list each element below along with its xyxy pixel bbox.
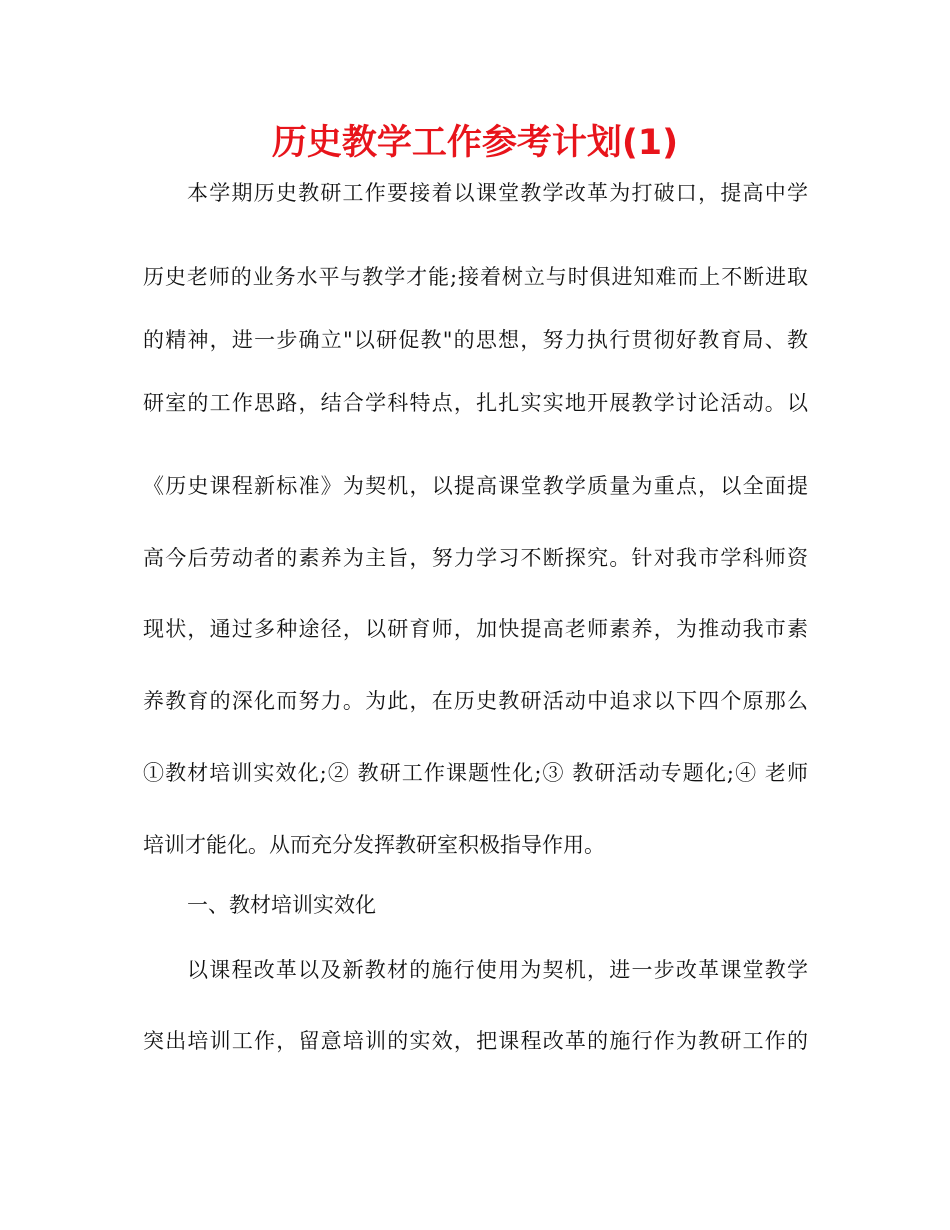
- paragraph-line: 养教育的深化而努力。为此，在历史教研活动中追求以下四个原那么: [143, 689, 808, 713]
- paragraph-line: 现状，通过多种途径，以研育师，加快提高老师素养，为推动我市素: [143, 617, 808, 641]
- document-title: 历史教学工作参考计划(1): [271, 123, 679, 163]
- paragraph-line: ①教材培训实效化;② 教研工作课题性化;③ 教研活动专题化;④ 老师: [143, 761, 808, 785]
- paragraph-line: 《历史课程新标准》为契机，以提高课堂教学质量为重点，以全面提: [143, 474, 808, 498]
- paragraph-line: 本学期历史教研工作要接着以课堂教学改革为打破口，提高中学: [187, 181, 808, 205]
- paragraph-line: 高今后劳动者的素养为主旨，努力学习不断探究。针对我市学科师资: [143, 546, 808, 570]
- paragraph-line: 历史老师的业务水平与教学才能;接着树立与时俱进知难而上不断进取: [143, 265, 808, 289]
- paragraph-line: 的精神，进一步确立"以研促教"的思想，努力执行贯彻好教育局、教: [143, 328, 808, 352]
- paragraph-line: 以课程改革以及新教材的施行使用为契机，进一步改革课堂教学: [187, 958, 808, 982]
- section-heading: 一、教材培训实效化: [187, 893, 376, 917]
- paragraph-line: 培训才能化。从而充分发挥教研室积极指导作用。: [143, 833, 605, 857]
- paragraph-line: 研室的工作思路，结合学科特点，扎扎实实地开展教学讨论活动。以: [143, 391, 808, 415]
- paragraph-line: 突出培训工作，留意培训的实效，把课程改革的施行作为教研工作的: [143, 1029, 808, 1053]
